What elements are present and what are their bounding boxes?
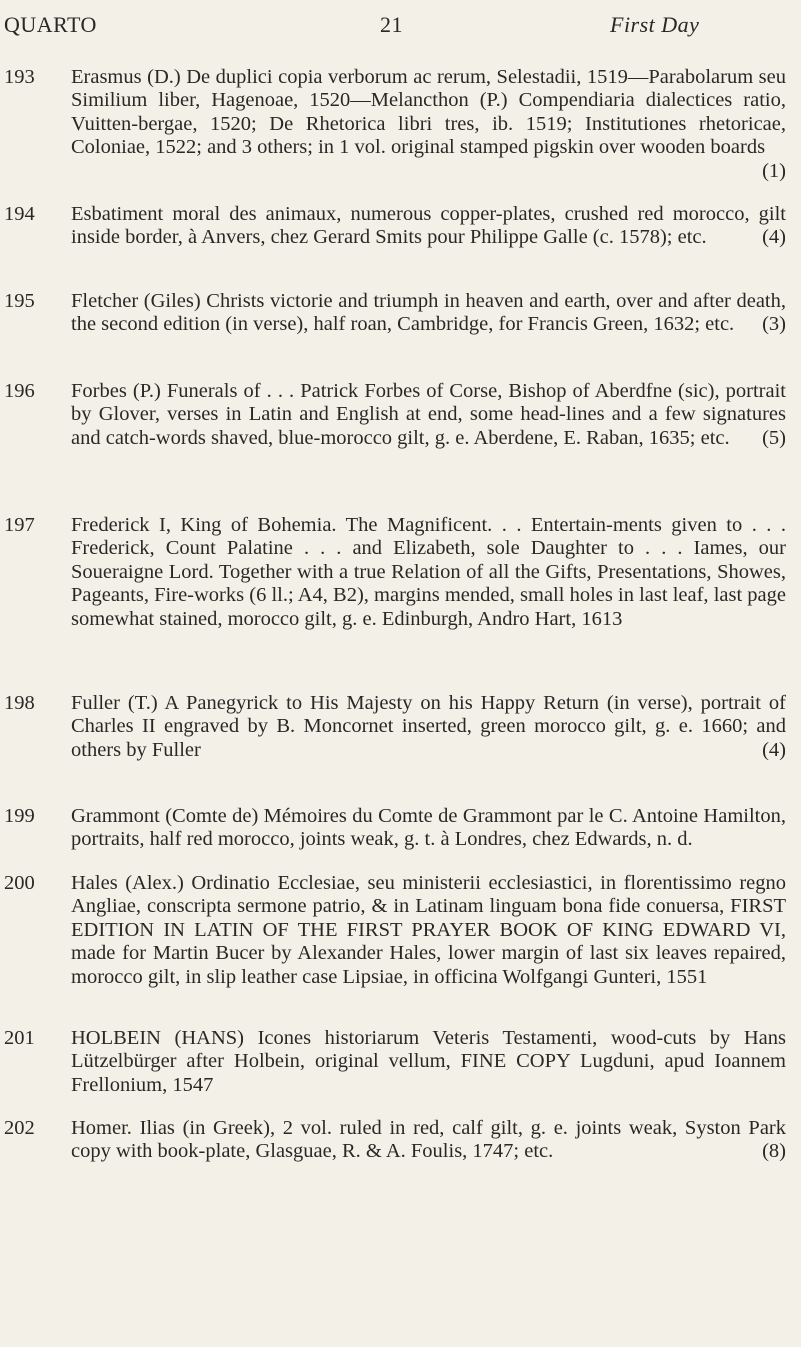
lot-text: Fletcher (Giles) Christs victorie and triumph in heaven and earth, over and after death, the second edition (in verse), half roan, Cambridge, for Francis Green, 1632; etc. (71, 290, 786, 336)
lot-number: 196 (4, 380, 35, 402)
section-title: QUARTO (4, 12, 97, 37)
page-header (0, 8, 801, 42)
lot-description (71, 692, 786, 762)
sale-day: First Day (610, 12, 700, 37)
lot-number: 195 (4, 290, 35, 312)
lot-count: (4) (762, 738, 786, 761)
lot-text: Erasmus (D.) De duplici copia verborum ac rerum, Selestadii, 1519—Parabolarum seu Similium liber, Hagenoae, 1520—Melancthon (P.) Compendiaria dialectices ratio, Vuitten-bergae, 1520; De Rhetorica libri tres, ib. 1519; Institutiones rhetoricae, Coloniae, 1522; and 3 others; in 1 vol. original stamped pigskin over wooden boards (71, 66, 786, 159)
lot-text: Grammont (Comte de) Mémoires du Comte de Grammont par le C. Antoine Hamilton, portraits, half red morocco, joints weak, g. t. à Londres, chez Edwards, n. d. (71, 805, 786, 851)
lot-description (71, 872, 786, 989)
lot-text: Frederick I, King of Bohemia. The Magnificent. . . Entertain-ments given to . . . Frederick, Count Palatine . . . and Elizabeth, sole Daughter to . . . Iames, our Soueraigne Lord. Together with a true Relation of all the Gifts, Presentations, Showes, Pageants, Fire-works (6 ll.; A4, B2), margins mended, small holes in last leaf, last page somewhat stained, morocco gilt, g. e. Edinburgh, Andro Hart, 1613 (71, 514, 786, 630)
lot-description (71, 290, 786, 337)
lot-number: 202 (4, 1117, 35, 1139)
lot-number: 201 (4, 1027, 35, 1049)
lot-count: (4) (762, 226, 786, 249)
lot-description (71, 805, 786, 852)
lot-description (71, 380, 786, 450)
lot-number: 197 (4, 514, 35, 536)
lot-description (71, 66, 786, 183)
lot-text: Homer. Ilias (in Greek), 2 vol. ruled in red, calf gilt, g. e. joints weak, Syston Park copy with book-plate, Glasguae, R. & A. Foulis, 1747; etc. (71, 1117, 786, 1163)
lot-number: 198 (4, 692, 35, 714)
lot-description (71, 203, 786, 250)
lot-count: (1) (762, 159, 786, 182)
lot-text: Esbatiment moral des animaux, numerous copper-plates, crushed red morocco, gilt inside border, à Anvers, chez Gerard Smits pour Philippe Galle (c. 1578); etc. (71, 203, 786, 249)
lot-text: Hales (Alex.) Ordinatio Ecclesiae, seu ministerii ecclesiastici, in florentissimo regno Angliae, conscripta sermone patrio, & in Latinam linguam bona fide conuersa, FIRST EDITION IN LATIN OF THE FIRST PRAYER BOOK OF KING EDWARD VI, made for Martin Bucer by Alexander Hales, lower margin of last six leaves repaired, morocco gilt, in slip leather case Lipsiae, in officina Wolfgangi Gunteri, 1551 (71, 872, 786, 988)
lot-number: 200 (4, 872, 35, 894)
lot-description (71, 1117, 786, 1164)
lot-text: Forbes (P.) Funerals of . . . Patrick Forbes of Corse, Bishop of Aberdfne (sic), portrait by Glover, verses in Latin and English at end, some head-lines and a few signatures and catch-words shaved, blue-morocco gilt, g. e. Aberdene, E. Raban, 1635; etc. (71, 380, 786, 449)
lot-number: 199 (4, 805, 35, 827)
lot-text: Fuller (T.) A Panegyrick to His Majesty on his Happy Return (in verse), portrait of Charles II engraved by B. Moncornet inserted, green morocco gilt, g. e. 1660; and others by Fuller (71, 692, 786, 761)
lot-description (71, 514, 786, 631)
lot-count: (3) (762, 313, 786, 336)
lot-text: HOLBEIN (HANS) Icones historiarum Veteris Testamenti, wood-cuts by Hans Lützelbürger after Holbein, original vellum, FINE COPY Lugduni, apud Ioannem Frellonium, 1547 (71, 1027, 786, 1096)
lot-count: (5) (762, 426, 786, 449)
page-number: 21 (380, 12, 403, 37)
lot-number: 194 (4, 203, 35, 225)
lot-number: 193 (4, 66, 35, 88)
lot-count: (8) (762, 1140, 786, 1163)
lot-description (71, 1027, 786, 1097)
